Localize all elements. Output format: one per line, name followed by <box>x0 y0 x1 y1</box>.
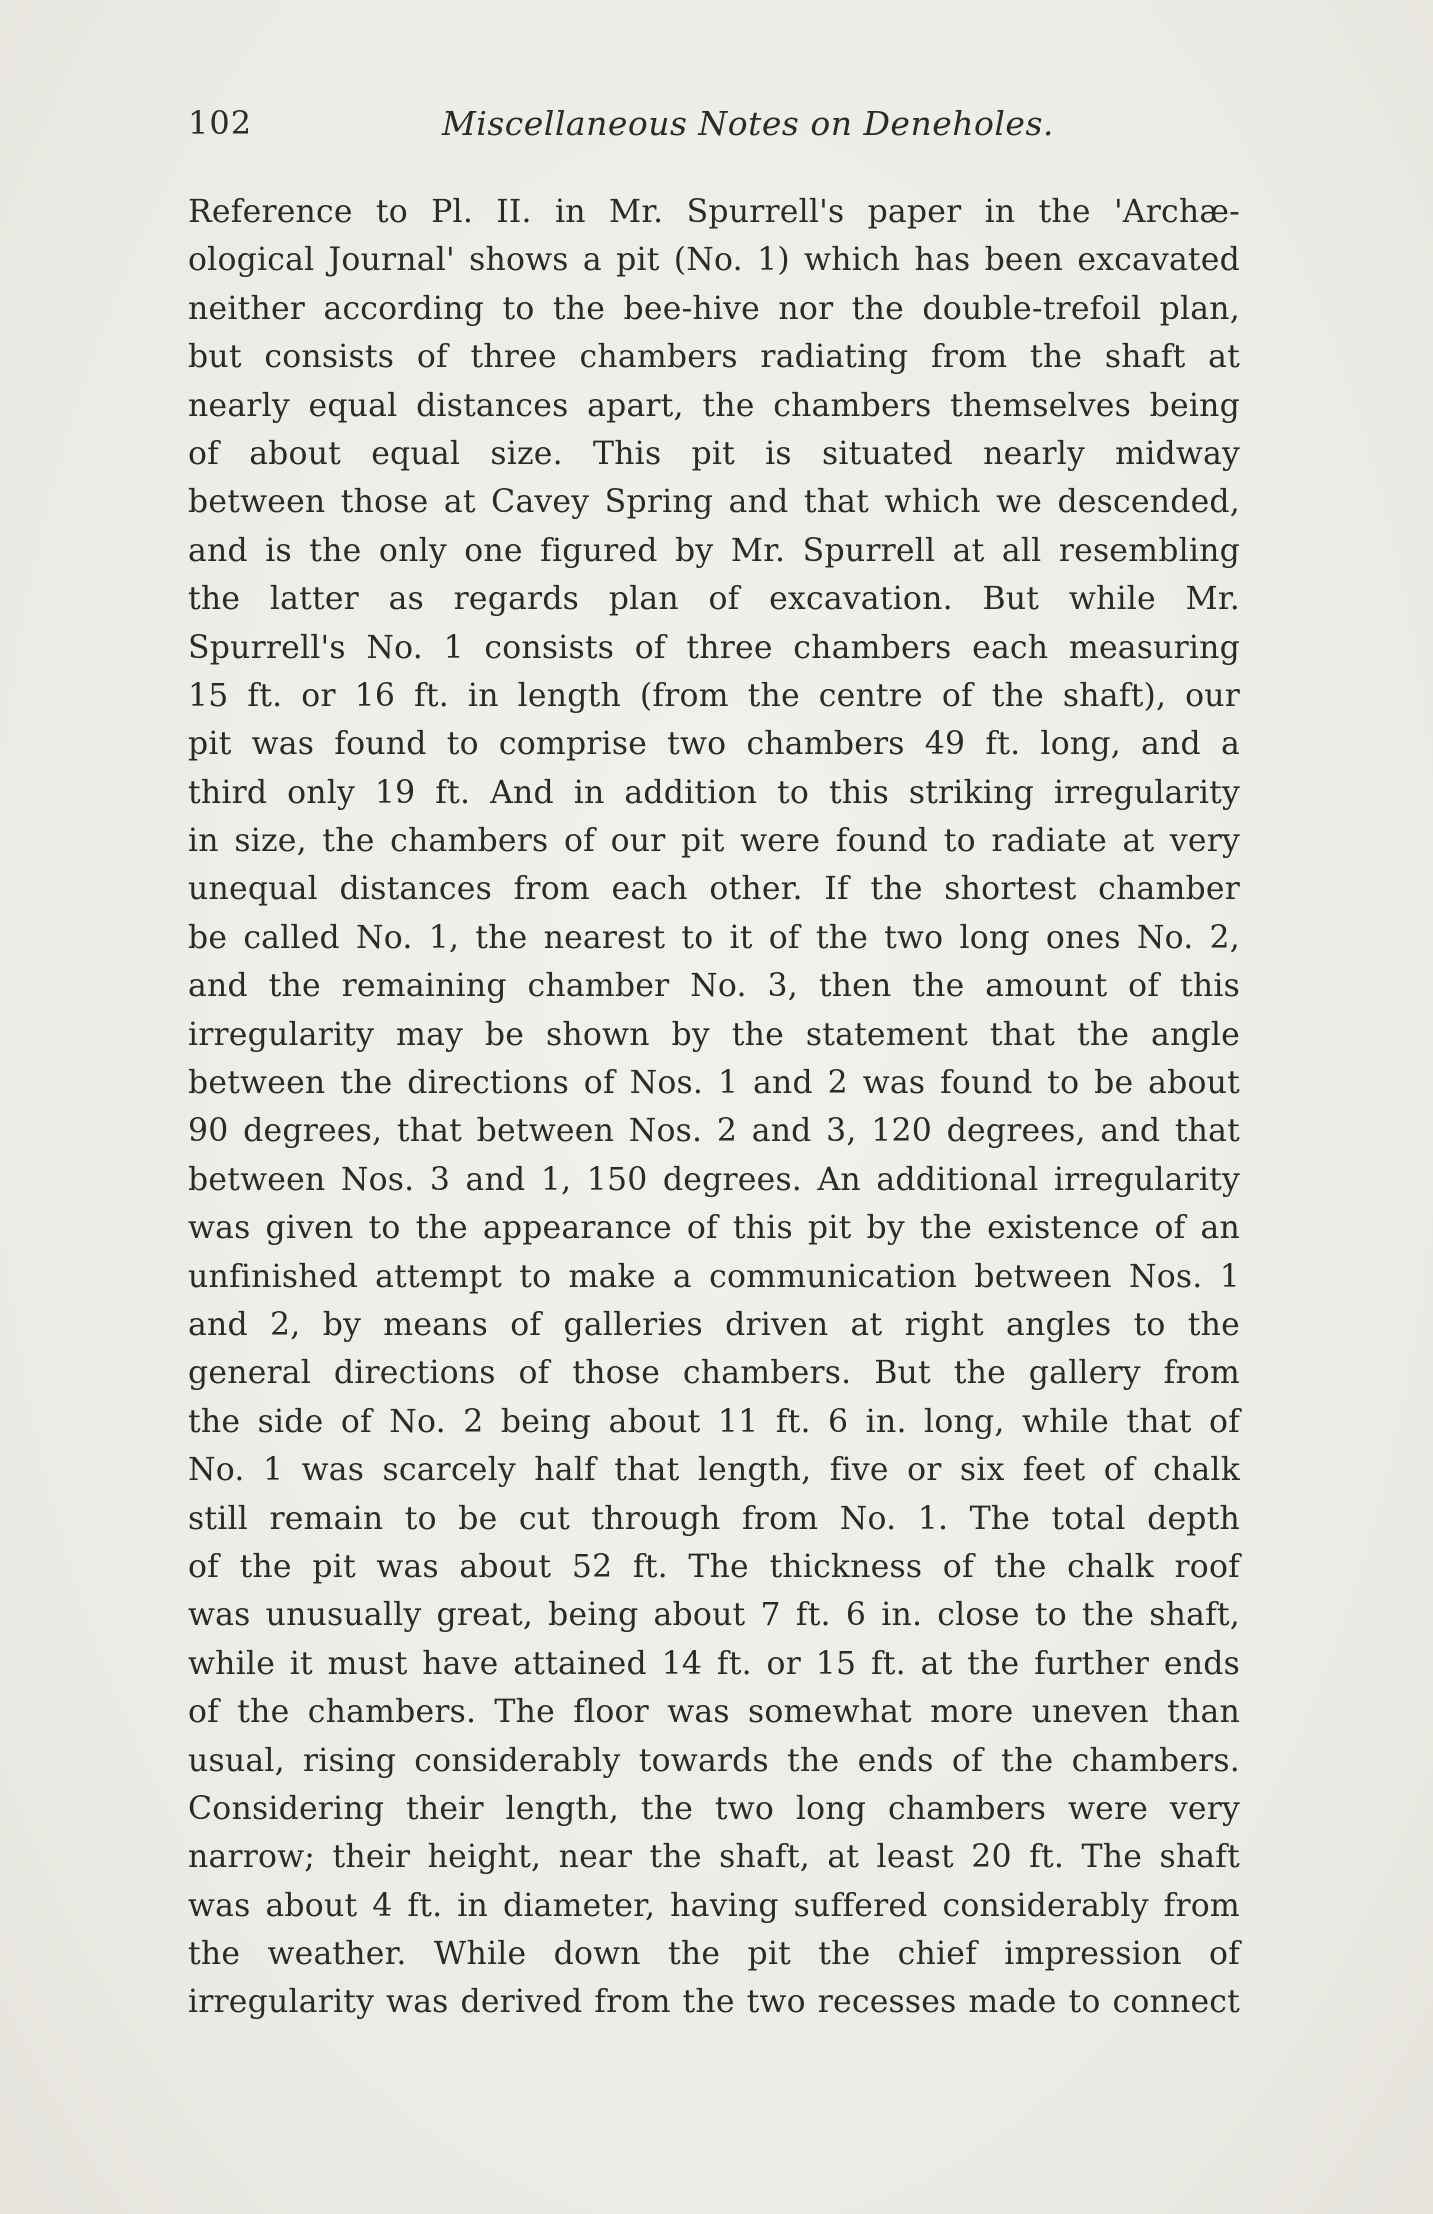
text-line: irregularity was derived from the two recesses made to connect <box>188 1984 1240 2021</box>
text-line: pit was found to comprise two chambers 49 ft. long, and a <box>188 726 1240 763</box>
page-header <box>188 104 1248 154</box>
text-line: third only 19 ft. And in addition to this striking irregularity <box>188 774 1240 811</box>
text-line: while it must have attained 14 ft. or 15 ft. at the further ends <box>188 1645 1240 1682</box>
text-line: 15 ft. or 16 ft. in length (from the centre of the shaft), our <box>188 677 1240 714</box>
text-line: Spurrell's No. 1 consists of three chambers each measuring <box>188 629 1240 666</box>
text-line: and is the only one figured by Mr. Spurrell at all resembling <box>188 532 1240 569</box>
text-line: still remain to be cut through from No. 1. The total depth <box>188 1500 1240 1537</box>
text-line: was unusually great, being about 7 ft. 6 in. close to the shaft, <box>188 1597 1240 1634</box>
text-line: unequal distances from each other. If the shortest chamber <box>188 871 1240 908</box>
text-line: nearly equal distances apart, the chambers themselves being <box>188 387 1240 424</box>
text-line: and the remaining chamber No. 3, then the amount of this <box>188 968 1240 1005</box>
text-line: between those at Cavey Spring and that which we descended, <box>188 484 1240 521</box>
text-line: in size, the chambers of our pit were found to radiate at very <box>188 823 1240 860</box>
page-number: 102 <box>188 104 253 142</box>
text-line: was given to the appearance of this pit by the existence of an <box>188 1210 1240 1247</box>
text-line: be called No. 1, the nearest to it of the two long ones No. 2, <box>188 919 1240 956</box>
body-text <box>188 188 1240 2027</box>
text-line: of the chambers. The floor was somewhat more uneven than <box>188 1694 1240 1731</box>
text-line: the weather. While down the pit the chief impression of <box>188 1936 1240 1973</box>
text-line: 90 degrees, that between Nos. 2 and 3, 120 degrees, and that <box>188 1113 1240 1150</box>
running-title: Miscellaneous Notes on Deneholes. <box>442 104 1054 143</box>
text-line: Reference to Pl. II. in Mr. Spurrell's paper in the 'Archæ- <box>188 194 1240 230</box>
text-line: usual, rising considerably towards the ends of the chambers. <box>188 1742 1240 1779</box>
text-line: between Nos. 3 and 1, 150 degrees. An additional irregularity <box>188 1161 1240 1198</box>
text-line: No. 1 was scarcely half that length, five or six feet of chalk <box>188 1452 1240 1489</box>
text-line: and 2, by means of galleries driven at right angles to the <box>188 1306 1240 1343</box>
text-line: the latter as regards plan of excavation. But while Mr. <box>188 581 1240 618</box>
text-line: ological Journal' shows a pit (No. 1) which has been excavated <box>188 242 1240 279</box>
text-line: narrow; their height, near the shaft, at least 20 ft. The shaft <box>188 1839 1240 1876</box>
text-line: of about equal size. This pit is situated nearly midway <box>188 435 1240 472</box>
text-line: unfinished attempt to make a communication between Nos. 1 <box>188 1258 1240 1295</box>
text-line: but consists of three chambers radiating from the shaft at <box>188 339 1240 376</box>
text-line: general directions of those chambers. But the gallery from <box>188 1355 1240 1392</box>
text-line: the side of No. 2 being about 11 ft. 6 in. long, while that of <box>188 1403 1240 1440</box>
text-line: Considering their length, the two long chambers were very <box>188 1790 1240 1827</box>
text-line: neither according to the bee-hive nor the double-trefoil plan, <box>188 290 1240 327</box>
text-line: irregularity may be shown by the statement that the angle <box>188 1016 1240 1053</box>
text-line: between the directions of Nos. 1 and 2 was found to be about <box>188 1065 1240 1102</box>
text-line: was about 4 ft. in diameter, having suffered considerably from <box>188 1887 1240 1924</box>
text-line: of the pit was about 52 ft. The thickness of the chalk roof <box>188 1548 1240 1585</box>
